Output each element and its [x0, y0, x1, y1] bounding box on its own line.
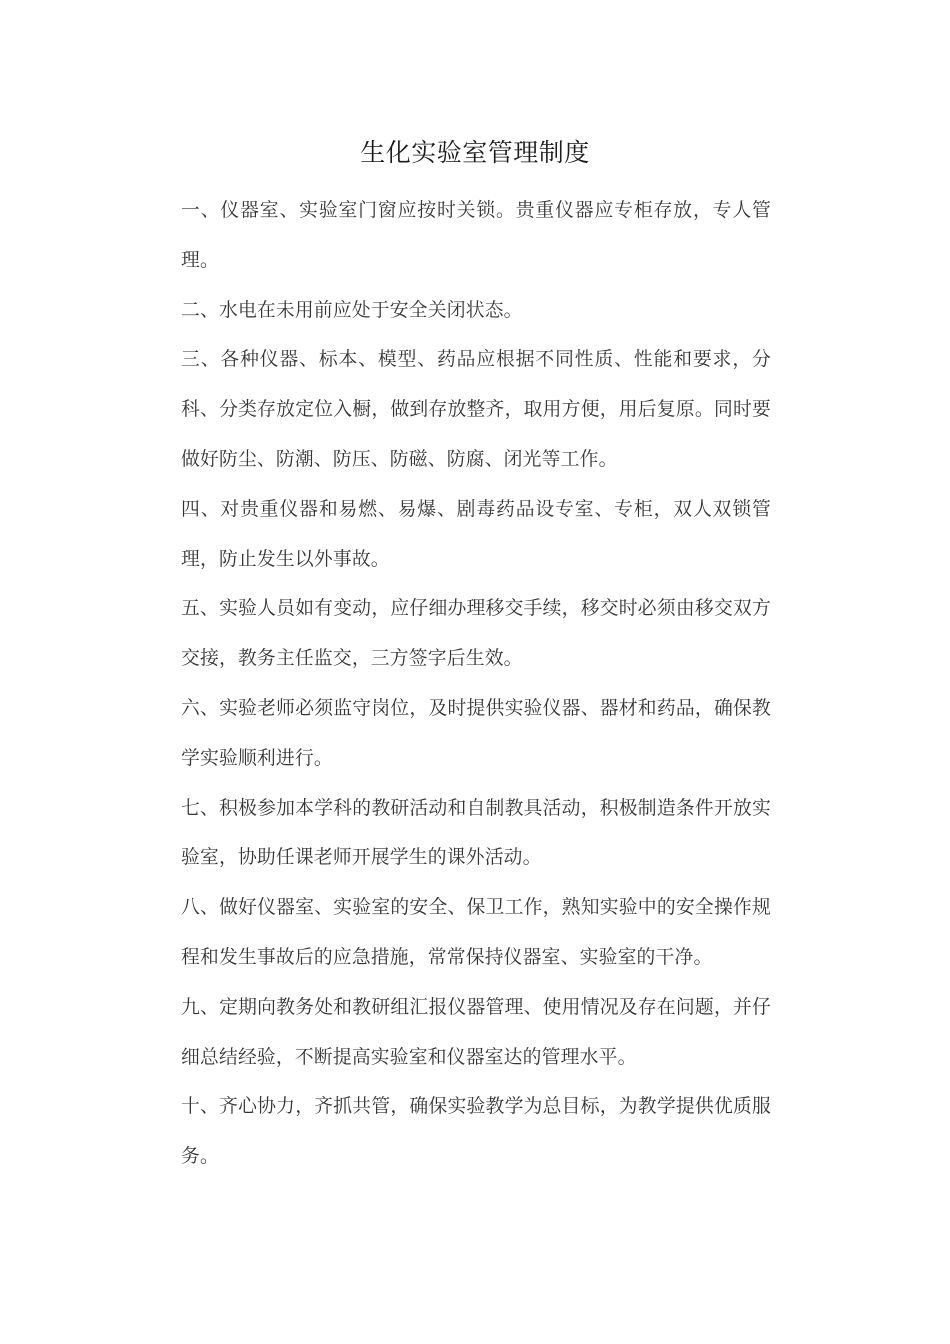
clause-8: 八、做好仪器室、实验室的安全、保卫工作，熟知实验中的安全操作规程和发生事故后的应急措施，常常保持仪器室、实验室的干净。	[181, 897, 771, 968]
clause-2: 二、水电在未用前应处于安全关闭状态。	[181, 299, 523, 321]
clause-1: 一、仪器室、实验室门窗应按时关锁。贵重仪器应专柜存放，专人管理。	[181, 200, 771, 271]
clause-7: 七、积极参加本学科的教研活动和自制教具活动，积极制造条件开放实验室，协助任课老师开展学生的课外活动。	[181, 797, 771, 869]
clause-4: 四、对贵重仪器和易燃、易爆、剧毒药品设专室、专柜，双人双锁管理，防止发生以外事故。	[181, 498, 771, 570]
clause-6: 六、实验老师必须监守岗位，及时提供实验仪器、器材和药品，确保教学实验顺利进行。	[181, 697, 771, 769]
clause-10: 十、齐心协力，齐抓共管，确保实验教学为总目标，为教学提供优质服务。	[181, 1096, 771, 1168]
document-body	[181, 186, 771, 1182]
clause-3: 三、各种仪器、标本、模型、药品应根据不同性质、性能和要求，分科、分类存放定位入橱，做到存放整齐，取用方便，用后复原。同时要做好防尘、防潮、防压、防磁、防腐、闭光等工作。	[181, 349, 771, 470]
clause-5: 五、实验人员如有变动，应仔细办理移交手续，移交时必须由移交双方交接，教务主任监交，三方签字后生效。	[181, 598, 771, 670]
clause-9: 九、定期向教务处和教研组汇报仪器管理、使用情况及存在问题，并仔细总结经验，不断提高实验室和仪器室达的管理水平。	[181, 996, 771, 1068]
document-title: 生化实验室管理制度	[360, 138, 590, 167]
